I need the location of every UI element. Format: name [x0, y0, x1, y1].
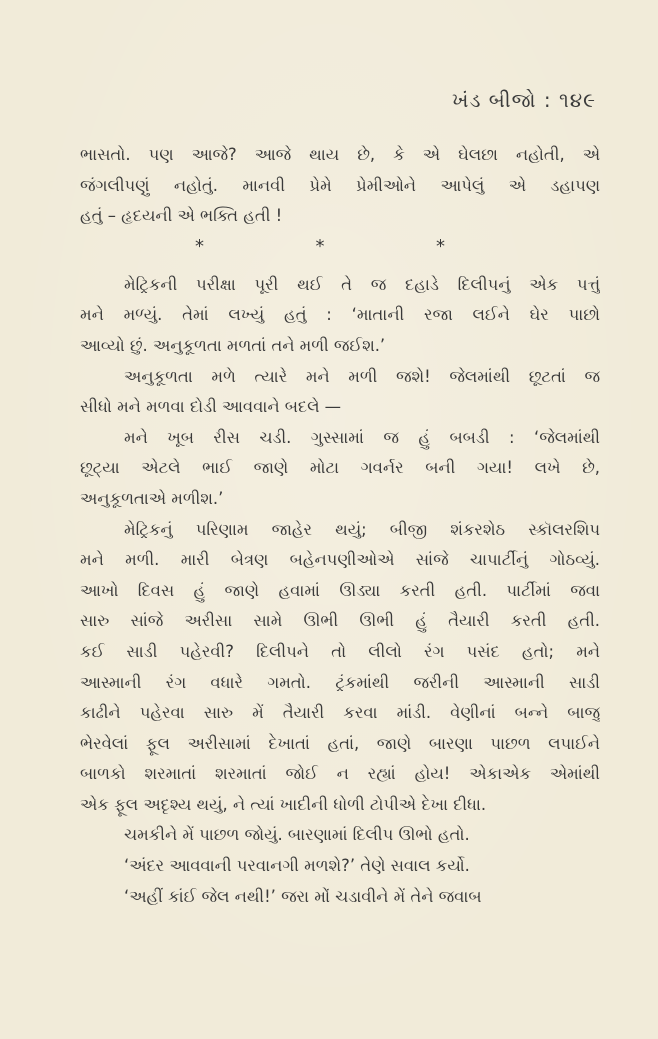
text-line: મેટ્રિકનું પરિણામ જાહેર થયું; બીજી શંકરશેઠ સ્કૉલરશિપ [124, 519, 600, 539]
text-line: મેટ્રિકની પરીક્ષા પૂરી થઈ તે જ દહાડે દિલીપનું એક પત્તું [124, 274, 600, 294]
text-line: ‘અહીં કાંઈ જેલ નથી!’ જરા મોં ચડાવીને મેં તેને જવાબ [124, 886, 482, 906]
paragraph [80, 140, 600, 232]
separator-star: * [436, 235, 445, 257]
text-line: ભેરવેલાં ફૂલ અરીસામાં દેખાતાં હતાં, જાણે બારણા પાછળ લપાઈને [80, 733, 600, 753]
body-text [80, 140, 600, 912]
text-line: હતું – હૃદયની એ ભક્તિ હતી ! [80, 206, 283, 226]
text-line: મને મળી. મારી બેત્રણ બહેનપણીઓએ સાંજે ચાપાર્ટીનું ગોઠવ્યું. [80, 550, 600, 570]
text-line: ચમકીને મેં પાછળ જોયું. બારણામાં દિલીપ ઊભો હતો. [124, 825, 470, 845]
text-line: આખો દિવસ હું જાણે હવામાં ઊડ્યા કરતી હતી. પાર્ટીમાં જવા [80, 580, 600, 600]
text-line: અનુકૂળતા મળે ત્યારે મને મળી જશે! જેલમાંથી છૂટતાં જ [124, 366, 600, 386]
text-line: જંગલીપણું નહોતું. માનવી પ્રેમે પ્રેમીઓને આપેલું એ ડહાપણ [80, 175, 600, 195]
separator-star: * [195, 235, 204, 257]
paragraph [80, 423, 600, 515]
text-line: આસ્માની રંગ વધારે ગમતો. ટ્રંકમાંથી જરીની આસ્માની સાડી [80, 672, 600, 692]
separator-star: * [315, 235, 325, 257]
paragraph [80, 515, 600, 821]
paragraph [80, 362, 600, 423]
text-line: મને ખૂબ રીસ ચડી. ગુસ્સામાં જ હું બબડી : ‘જેલમાંથી [124, 427, 600, 447]
text-line: કઈ સાડી પહેરવી? દિલીપને તો લીલો રંગ પસંદ હતો; મને [80, 641, 600, 661]
paragraph [80, 882, 600, 913]
text-line: ભાસતો. પણ આજે? આજે થાય છે, કે એ ઘેલછા નહોતી, એ [80, 145, 600, 164]
text-line: બાળકો શરમાતાં શરમાતાં જોઈ ન રહ્યાં હોય! એકાએક એમાંથી [80, 764, 600, 784]
text-line: સારુ સાંજે અરીસા સામે ઊભી ઊભી હું તૈયારી કરતી હતી. [80, 611, 600, 631]
text-line: ‘અંદર આવવાની પરવાનગી મળશે?’ તેણે સવાલ કર્યો. [124, 856, 470, 876]
text-line: કાઢીને પહેરવા સારુ મેં તૈયારી કરવા માંડી. વેણીનાં બન્ને બાજુ [80, 703, 600, 723]
section-separator [195, 232, 445, 262]
text-line: આવ્યો છું. અનુકૂળતા મળતાં તને મળી જઈશ.’ [80, 335, 386, 355]
text-line: અનુકૂળતાએ મળીશ.’ [80, 488, 224, 508]
paragraph [80, 820, 600, 851]
text-line: એક ફૂલ અદૃશ્ય થયું, ને ત્યાં ખાદીની ધોળી ટોપીએ દેખા દીધા. [80, 794, 487, 814]
text-line: સીધો મને મળવા દોડી આવવાને બદલે — [80, 397, 342, 417]
text-line: મને મળ્યું. તેમાં લખ્યું હતું : ‘માતાની રજા લઈને ઘેર પાછો [80, 305, 600, 325]
paragraph [80, 851, 600, 882]
running-head: ખંડ બીજો : ૧૪૯ [452, 88, 596, 112]
text-line: છૂટ્યા એટલે ભાઈ જાણે મોટા ગવર્નર બની ગયા! લખે છે, [80, 458, 600, 478]
paragraph [80, 270, 600, 362]
